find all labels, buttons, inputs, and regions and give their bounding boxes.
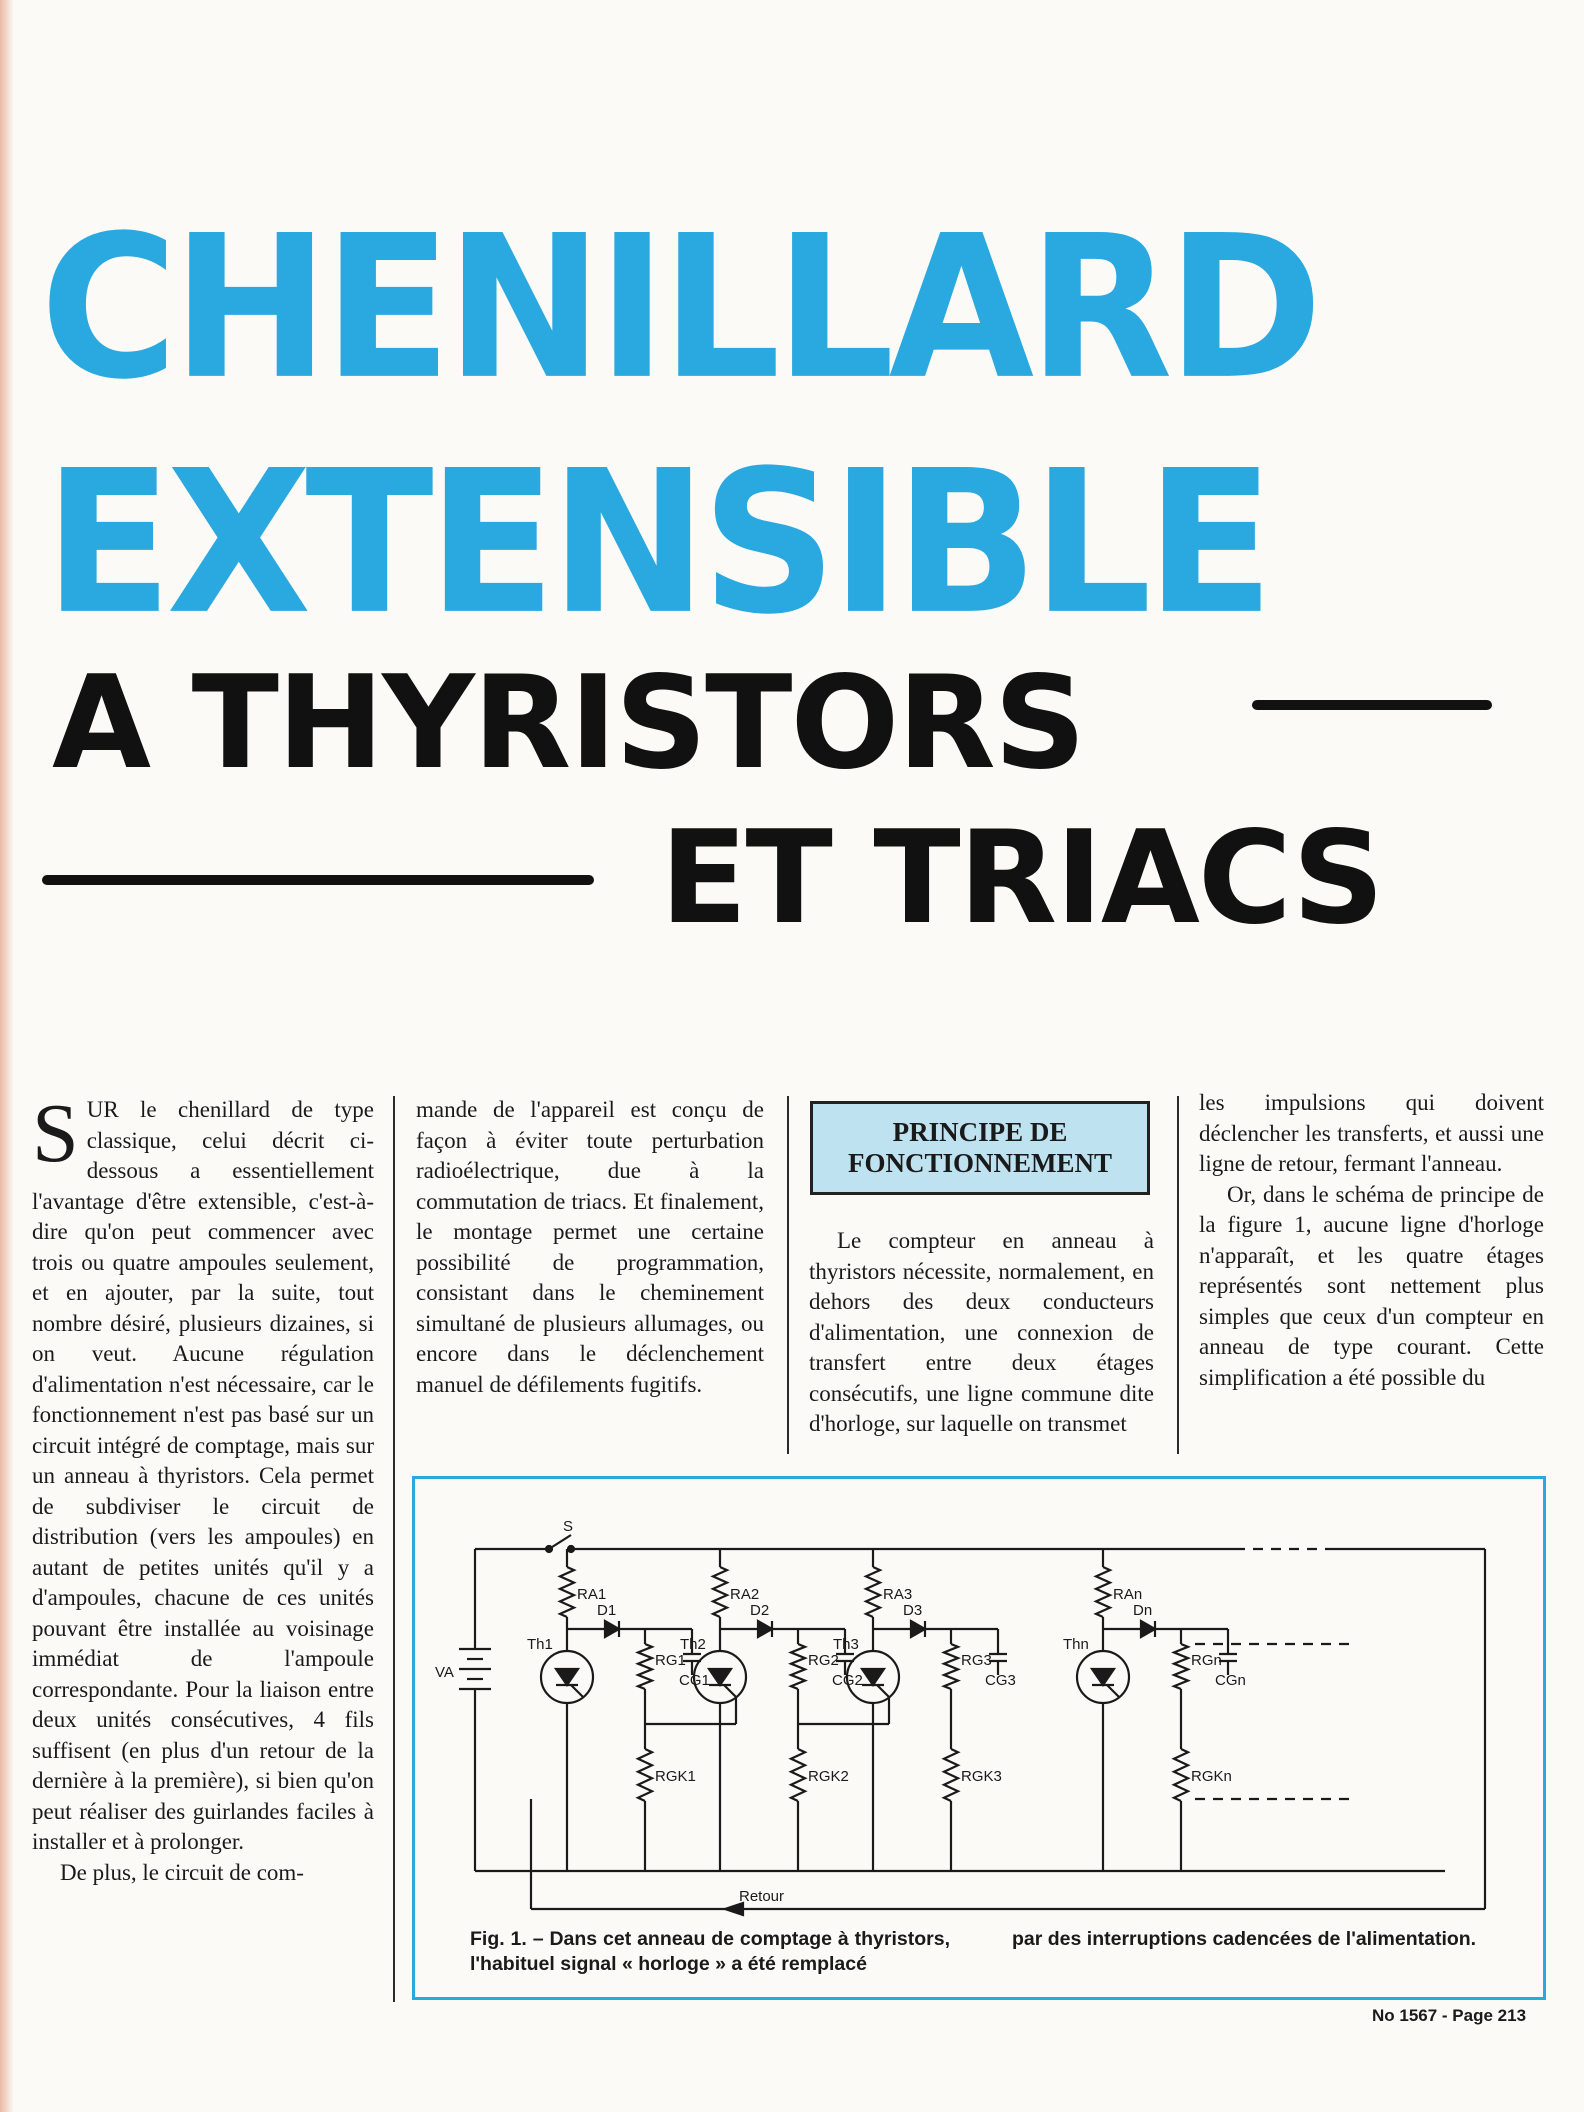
stage-4-label-rg: RGn	[1191, 1652, 1222, 1669]
figure-caption-left: Fig. 1. – Dans cet anneau de comptage à thyristors, l'habituel signal « horloge » a été remplacé	[470, 1928, 950, 1975]
stage-3-anode-resistor	[866, 1567, 880, 1617]
column-4	[1199, 1088, 1544, 1393]
stage-3-label-cg: CG3	[985, 1672, 1016, 1689]
title-rule-right	[1252, 700, 1492, 710]
stage-1-label-ra: RA1	[577, 1586, 607, 1603]
label-switch: S	[563, 1518, 574, 1535]
stage-1-gk-resistor	[638, 1749, 652, 1801]
stage-4-label-cg: CGn	[1215, 1672, 1246, 1689]
stage-1-thyristor-gate	[571, 1685, 583, 1697]
page-edge	[0, 0, 14, 2112]
stage-2-diode-icon	[758, 1621, 772, 1637]
stage-3-label-rg: RG3	[961, 1652, 992, 1669]
column-3	[809, 1226, 1154, 1440]
switch-contact-a	[546, 1546, 552, 1552]
stage-1-anode-resistor	[560, 1567, 574, 1617]
stage-2-label-rg: RG2	[808, 1652, 839, 1669]
column-3-paragraph-1: Le compteur en anneau à thyristors nécessite, normalement, en dehors des deux conducteurs d'alimentation, une connexion de transfert entre deux étages consécutifs, une ligne commune dite d'horloge, sur laquelle on transmet	[809, 1228, 1154, 1436]
stage-1-label-d: D1	[597, 1602, 617, 1619]
column-1-paragraph-1	[32, 1087, 374, 1858]
column-4-paragraph-1: les impulsions qui doivent déclencher les transferts, et aussi une ligne de retour, fermant l'anneau.	[1199, 1090, 1544, 1176]
stage-4-diode-icon	[1141, 1621, 1155, 1637]
stage-2-thyristor-icon	[709, 1669, 731, 1685]
column-1	[32, 1087, 374, 1888]
column-separator-3	[1177, 1096, 1179, 1454]
stage-2-anode-resistor	[713, 1567, 727, 1617]
stage-3-gk-resistor	[944, 1749, 958, 1801]
column-1-paragraph-2: De plus, le circuit de com-	[60, 1859, 304, 1885]
stage-3-thyristor-icon	[862, 1669, 884, 1685]
column-separator-1	[393, 1096, 395, 2002]
title-line-4: ET TRIACS	[660, 804, 1383, 953]
stage-2-gk-resistor	[791, 1749, 805, 1801]
stage-3-thyristor-gate	[877, 1685, 889, 1697]
section-heading-line-2: FONCTIONNEMENT	[847, 1148, 1112, 1178]
title-line-2: EXTENSIBLE	[44, 428, 1269, 659]
stage-2-label-th: Th2	[680, 1636, 706, 1653]
stage-1-label-cg: CG1	[679, 1672, 710, 1689]
stage-2-gate-resistor	[791, 1644, 805, 1689]
figure-1	[412, 1476, 1546, 2000]
stage-4-gate-resistor	[1174, 1644, 1188, 1689]
stage-3-label-th: Th3	[833, 1636, 859, 1653]
label-retour: Retour	[739, 1888, 785, 1905]
figure-caption-right: par des interruptions cadencées de l'alimentation.	[1012, 1928, 1477, 1950]
section-heading-line-1: PRINCIPE DE	[892, 1117, 1068, 1147]
stage-1-gate-resistor	[638, 1644, 652, 1689]
stage-3-gate-resistor	[944, 1644, 958, 1689]
drop-cap: S	[32, 1087, 79, 1180]
stage-3-diode-icon	[911, 1621, 925, 1637]
stage-2-label-ra: RA2	[730, 1586, 760, 1603]
stage-4-gk-resistor	[1174, 1749, 1188, 1801]
stage-4-thyristor-icon	[1092, 1669, 1114, 1685]
stage-2-thyristor-gate	[724, 1685, 736, 1697]
stage-1-diode-icon	[605, 1621, 619, 1637]
stage-1-label-rg: RG1	[655, 1652, 686, 1669]
stage-4-thyristor-gate	[1107, 1685, 1119, 1697]
page-footer: No 1567 - Page 213	[1372, 2006, 1527, 2025]
column-1-text-1: UR le chenillard de type classique, celui décrit ci-dessous a essentiellement l'avantage d'être extensible, c'est-à-dire qu'on peut commencer avec trois ou quatre ampoules seulement, et en ajouter, par la suite, tout nombre désiré, plusieurs dizaines, si on veut. Aucune régulation d'alimentation n'est nécessaire, car le fonctionnement n'est pas basé sur un circuit intégré de comptage, mais sur un anneau à thyristors. Cela permet de subdiviser le circuit de distribution (vers les ampoules) en autant de petites unités qu'il y a d'ampoules, chacune de ces unités pouvant être installée au voisinage immédiat de l'ampoule correspondante. Pour la liaison entre deux unités consécutives, 4 fils suffisent (en plus d'un retour de la dernière à la première), si bien qu'on peut réaliser des guirlandes faciles à installer et à prolonger.	[32, 1097, 374, 1854]
stage-1-thyristor-icon	[556, 1669, 578, 1685]
title-line-1: CHENILLARD	[40, 193, 1317, 424]
stage-3-label-ra: RA3	[883, 1586, 913, 1603]
section-heading-box	[810, 1101, 1150, 1195]
title-rule-left	[42, 875, 594, 885]
stage-4-label-d: Dn	[1133, 1602, 1153, 1619]
column-2	[416, 1095, 764, 1400]
stage-1-label-th: Th1	[527, 1636, 553, 1653]
circuit-diagram	[415, 1479, 1549, 2003]
title-line-3: A THYRISTORS	[52, 649, 1084, 798]
stage-2-label-cg: CG2	[832, 1672, 863, 1689]
stage-3-label-d: D3	[903, 1602, 923, 1619]
stage-4-label-th: Thn	[1063, 1636, 1089, 1653]
stage-2-label-rgk: RGK2	[808, 1768, 849, 1785]
stage-4-anode-resistor	[1096, 1567, 1110, 1617]
stages-group	[527, 1549, 1246, 1871]
stage-4-label-rgk: RGKn	[1191, 1768, 1232, 1785]
stage-4-label-ra: RAn	[1113, 1586, 1143, 1603]
stage-3-label-rgk: RGK3	[961, 1768, 1002, 1785]
column-separator-2	[787, 1096, 789, 1454]
column-2-paragraph-1: mande de l'appareil est conçu de façon à éviter toute perturbation radioélectrique, due à la commutation de triacs. Et finalement, le montage permet une certaine possibilité de programmation, consistant dans le cheminement simultané de plusieurs allumages, ou encore dans le déclenchement manuel de défilements fugitifs.	[416, 1097, 764, 1397]
stage-1-label-rgk: RGK1	[655, 1768, 696, 1785]
label-supply: VA	[435, 1664, 454, 1681]
stage-2-label-d: D2	[750, 1602, 770, 1619]
column-4-paragraph-2: Or, dans le schéma de principe de la figure 1, aucune ligne d'horloge n'apparaît, et les quatre étages représentés sont nettement plus simples que ceux d'un compteur en anneau de type courant. Cette simplification a été possible du	[1199, 1181, 1544, 1390]
